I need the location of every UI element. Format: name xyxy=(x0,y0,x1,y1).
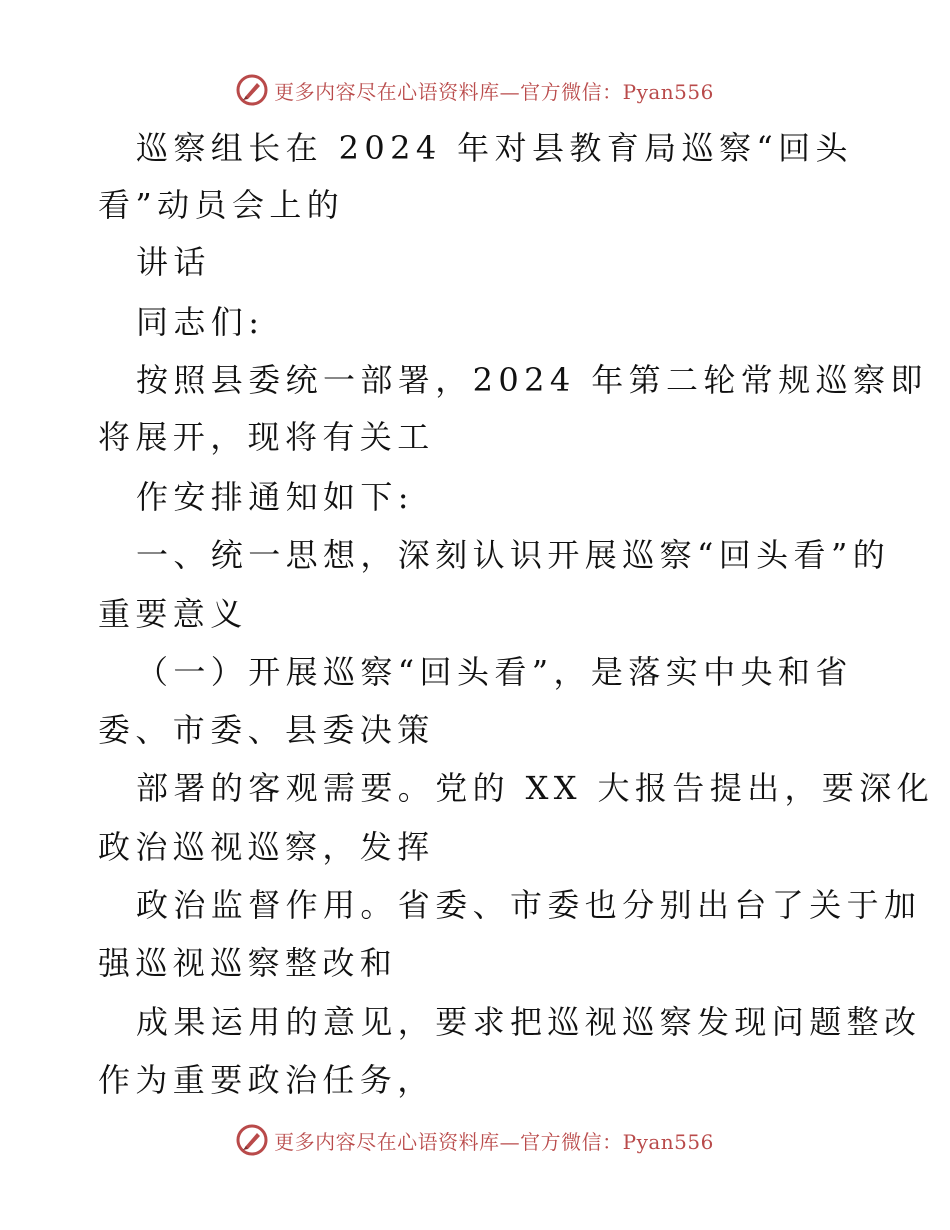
title-line-2: 看”动员会上的 xyxy=(98,186,345,224)
subsection-line: 委、市委、县委决策 xyxy=(98,711,435,749)
pen-logo-icon xyxy=(236,1124,268,1156)
subsection-line: （一）开展巡察“回头看”，是落实中央和省 xyxy=(136,653,853,691)
body-line: 将展开，现将有关工 xyxy=(98,418,435,456)
body-line: 按照县委统一部署，2024 年第二轮常规巡察即 xyxy=(136,361,928,399)
body-line: 成果运用的意见，要求把巡视巡察发现问题整改 xyxy=(136,1003,922,1041)
title-line-1: 巡察组长在 2024 年对县教育局巡察“回头 xyxy=(136,129,853,167)
body-line: 政治监督作用。省委、市委也分别出台了关于加 xyxy=(136,886,922,924)
body-line: 政治巡视巡察，发挥 xyxy=(98,828,435,866)
section-heading-line: 一、统一思想，深刻认识开展巡察“回头看”的 xyxy=(136,536,891,574)
pen-logo-icon xyxy=(236,74,268,106)
watermark-text: 更多内容尽在心语资料库—官方微信：Pyan556 xyxy=(274,79,714,104)
body-line: 作安排通知如下: xyxy=(136,478,414,516)
section-heading-line: 重要意义 xyxy=(98,595,248,633)
watermark-text: 更多内容尽在心语资料库—官方微信：Pyan556 xyxy=(274,1129,714,1154)
watermark-banner-top xyxy=(0,70,950,110)
title-line-3: 讲话 xyxy=(136,243,211,281)
salutation: 同志们: xyxy=(136,303,265,341)
body-line: 作为重要政治任务， xyxy=(98,1061,435,1099)
watermark-banner-bottom xyxy=(0,1120,950,1160)
body-line: 强巡视巡察整改和 xyxy=(98,944,398,982)
body-line: 部署的客观需要。党的 XX 大报告提出，要深化 xyxy=(136,769,935,807)
